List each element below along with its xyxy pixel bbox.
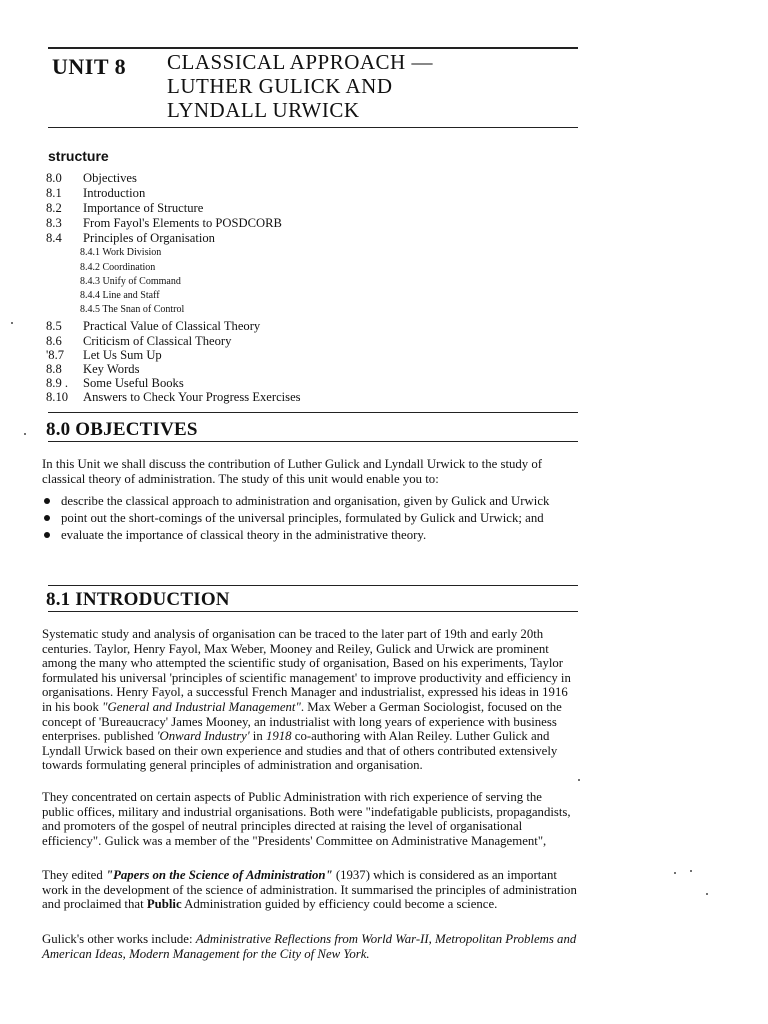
- toc-item-text: Criticism of Classical Theory: [83, 334, 232, 348]
- toc-item-text: Let Us Sum Up: [83, 348, 162, 362]
- introduction-paragraph-3: [42, 868, 577, 912]
- book-title: "Papers on the Science of Administration": [105, 868, 333, 882]
- objectives-bottom-rule: [48, 441, 578, 442]
- toc-subitem-text: 8.4.4 Line and Staff: [80, 290, 160, 301]
- toc-item-number: 8.9 .: [46, 376, 69, 390]
- objectives-heading: 8.0 OBJECTIVES: [46, 419, 198, 440]
- paragraph-text: Systematic study and analysis of organisation can be traced to the later part of 19th and early 20th centuries. Taylor, Henry Fayol, Max Weber, Mooney and Reiley, Gulick and Urwick are prominent among the many who attempted the scientific study of organisation, Based on his experiments, Taylor formulated his universal 'principles of scientific management' to improve productivity and efficiency in organisations. Henry Fayol, a successful French Manager and industrialist, expressed his ideas in 1916 in his book: [42, 627, 571, 714]
- bold-word: Public: [146, 897, 182, 912]
- paragraph-text: Administration guided by efficiency could become a science.: [181, 897, 498, 912]
- paragraph-text: Gulick's other works include:: [42, 932, 196, 946]
- introduction-paragraph-1: [42, 627, 577, 773]
- toc-item-number: 8.10: [46, 390, 69, 404]
- toc-item-text: Practical Value of Classical Theory: [83, 319, 261, 333]
- year: 1918: [265, 729, 292, 744]
- toc-item-number: 8.3: [46, 216, 62, 230]
- paragraph-text: . Max Weber a German Sociologist, focused on the concept of 'Bureaucracy' James Mooney, an industrialist with long years of experience with business enterprises. published: [42, 699, 562, 744]
- list-item-text: evaluate the importance of classical theory in the administrative theory.: [61, 528, 427, 542]
- scan-speck: [24, 433, 26, 435]
- toc-item-number: 8.0: [46, 171, 62, 185]
- toc-item-text: From Fayol's Elements to POSDCORB: [83, 216, 282, 230]
- list-item-text: point out the short-comings of the universal principles, formulated by Gulick and Urwick; and: [61, 511, 544, 525]
- toc-item-text: Some Useful Books: [83, 376, 184, 390]
- introduction-paragraph-4: [42, 932, 577, 961]
- toc-subitem-text: 8.4.3 Unify of Command: [80, 276, 181, 287]
- unit-title: [167, 50, 433, 122]
- scan-speck: [690, 870, 692, 872]
- bullet-icon: [44, 532, 50, 538]
- toc-item-text: Importance of Structure: [83, 201, 204, 215]
- introduction-paragraph-2: They concentrated on certain aspects of Public Administration with rich experience of serving the public offices, military and industrial organisations. Both were "indefatigable publicists, propagandists, and promoters of the gospel of neutral principles directed at raising the level of organisational efficiency". Gulick was a member of the "Presidents' Committee on Administrative Management",: [42, 790, 571, 848]
- toc-item-text: Principles of Organisation: [83, 231, 215, 245]
- toc-subitem-text: 8.4.2 Coordination: [80, 262, 156, 273]
- introduction-top-rule: [48, 585, 578, 586]
- toc-item-text: Objectives: [83, 171, 137, 185]
- paragraph-text: (1937) which is considered as an important work in the development of the science of administration. It summarised the principles of administration and proclaimed that: [42, 868, 577, 912]
- unit-title-line-3: LYNDALL URWICK: [167, 98, 360, 122]
- paragraph-text: in: [249, 729, 266, 744]
- bullet-icon: [44, 498, 50, 504]
- scan-speck: [706, 893, 708, 895]
- bullet-icon: [44, 515, 50, 521]
- scan-speck: [674, 872, 676, 874]
- paragraph-text: co-authoring with Alan Reiley. Luther Gulick and Lyndall Urwick based on their own experience and studies and that of others contributed extensively towards formulating general principles of administration and organisation.: [42, 729, 558, 773]
- introduction-bottom-rule: [48, 611, 578, 612]
- unit-title-line-1: CLASSICAL APPROACH —: [167, 50, 433, 74]
- unit-title-line-2: LUTHER GULICK AND: [167, 74, 393, 98]
- paragraph-text: They edited: [42, 868, 106, 882]
- toc-item-number: 8.4: [46, 231, 62, 245]
- toc-item-number: '8.7: [46, 348, 65, 362]
- header-top-rule: [48, 47, 578, 49]
- unit-label: UNIT 8: [52, 54, 127, 79]
- toc-subitem-text: 8.4.1 Work Division: [80, 247, 162, 258]
- toc-item-number: 8.5: [46, 319, 62, 333]
- list-item: [42, 528, 572, 542]
- toc-item-number: 8.2: [46, 201, 62, 215]
- structure-heading: structure: [48, 148, 109, 164]
- list-item-text: describe the classical approach to administration and organisation, given by Gulick and Urwick: [61, 494, 550, 508]
- introduction-heading: 8.1 INTRODUCTION: [46, 589, 230, 610]
- toc-subitem-text: 8.4.5 The Snan of Control: [80, 304, 185, 315]
- book-title: "General and Industrial Management": [102, 699, 301, 714]
- toc-item-text: Introduction: [83, 186, 146, 200]
- list-item: [42, 511, 572, 525]
- book-title: 'Onward Industry': [156, 729, 250, 744]
- works-list: Administrative Reflections from World War-II, Metropolitan Problems and American Ideas, Modern Management for the City of New York.: [42, 932, 577, 961]
- scan-speck: [11, 322, 13, 324]
- toc-item-number: 8.6: [46, 334, 62, 348]
- list-item: [42, 494, 572, 508]
- toc-item-number: 8.1: [46, 186, 62, 200]
- objectives-intro: In this Unit we shall discuss the contribution of Luther Gulick and Lyndall Urwick to the study of classical theory of administration. The study of this unit would enable you to:: [42, 457, 543, 486]
- objectives-list: [42, 494, 572, 545]
- header-bottom-rule: [48, 127, 578, 128]
- toc-item-text: Answers to Check Your Progress Exercises: [83, 390, 301, 404]
- scan-speck: [578, 779, 580, 781]
- objectives-top-rule: [48, 412, 578, 413]
- toc-item-number: 8.8: [46, 362, 62, 376]
- toc-item-text: Key Words: [83, 362, 140, 376]
